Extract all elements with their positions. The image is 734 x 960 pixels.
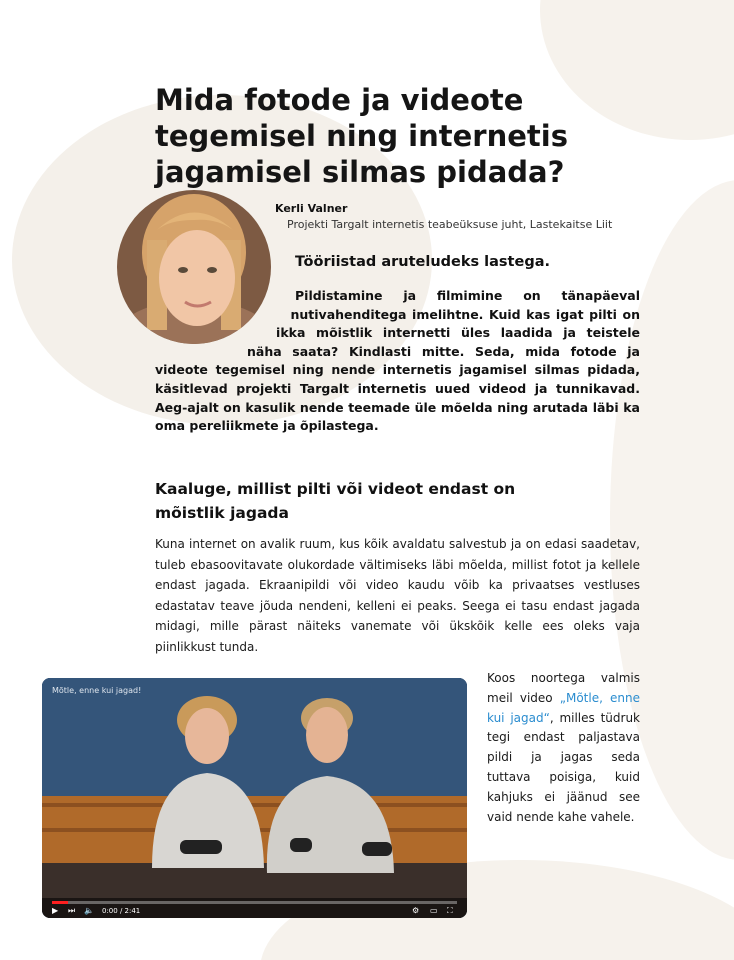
video-progress-bar[interactable] — [52, 901, 457, 904]
fullscreen-icon[interactable]: ⛶ — [447, 906, 453, 915]
play-icon[interactable]: ▶ — [52, 906, 59, 915]
video-control-bar — [42, 898, 467, 918]
section-heading: Kaaluge, millist pilti või videot endast on mõistlik jagada — [155, 480, 516, 522]
video-link[interactable]: „Mõtle, enne kui jagad“ — [487, 690, 640, 725]
video-progress-fill — [52, 901, 68, 904]
article-title: Mida fotode ja videote tegemisel ning internetis jagamisel silmas pidada? — [155, 83, 568, 189]
intro-paragraph: Pildistamine ja filmimine on tänapäeval nutivahenditega imelihtne. Kuid kas igat pilti on ikka mõistlik internetti üles laadida ja teistele näha saata? Kindlasti mitte. Seda, mida fotode ja videote tegemisel ning nende internetis jagamisel silmas pidada, käsitlevad projekti Targalt internetis uued videod ja tunnikavad. Aeg-ajalt on kasulik nende teemade üle mõelda ning arutada läbi ka oma pereliikmete ja õpilastega. — [155, 288, 640, 434]
video-time: 0:00 / 2:41 — [102, 907, 141, 915]
author-role: Projekti Targalt internetis teabeüksuse juht, Lastekaitse Liit — [287, 218, 613, 231]
caption-text-after: , milles tüdruk tegi endast paljastava pildi ja jagas seda tuttava poisiga, kuid kahjuks ei jäänud see vaid nende kahe vahele. — [487, 710, 641, 824]
settings-icon[interactable]: ⚙ — [412, 906, 420, 915]
article-subtitle: Tööriistad aruteludeks lastega. — [295, 254, 550, 270]
video-caption — [487, 669, 640, 827]
caption-text-before: Koos noortega valmis meil video — [487, 671, 640, 705]
miniplayer-icon[interactable]: ▭ — [430, 906, 438, 915]
video-player[interactable] — [42, 678, 467, 918]
video-title: Mõtle, enne kui jagad! — [52, 686, 142, 695]
next-icon[interactable]: ⏭ — [68, 906, 76, 915]
volume-icon[interactable]: 🔈 — [84, 906, 94, 915]
body-paragraph: Kuna internet on avalik ruum, kus kõik avaldatu salvestub ja on edasi saadetav, tuleb ebasoovitavate olukordade vältimiseks läbi mõelda, millist fotot ja kellele endast jagada. Ekraanipildi või video kaudu võib ka privaatses vestluses edastatav teave jõuda nendeni, kelleni ei peaks. Seega ei tasu endast jagada midagi, mille pärast näiteks vanemate või ükskõik kelle ees oleks vaja piinlikkust tunda. — [155, 537, 640, 654]
author-name: Kerli Valner — [275, 202, 348, 215]
video-thumbnail — [42, 678, 467, 918]
